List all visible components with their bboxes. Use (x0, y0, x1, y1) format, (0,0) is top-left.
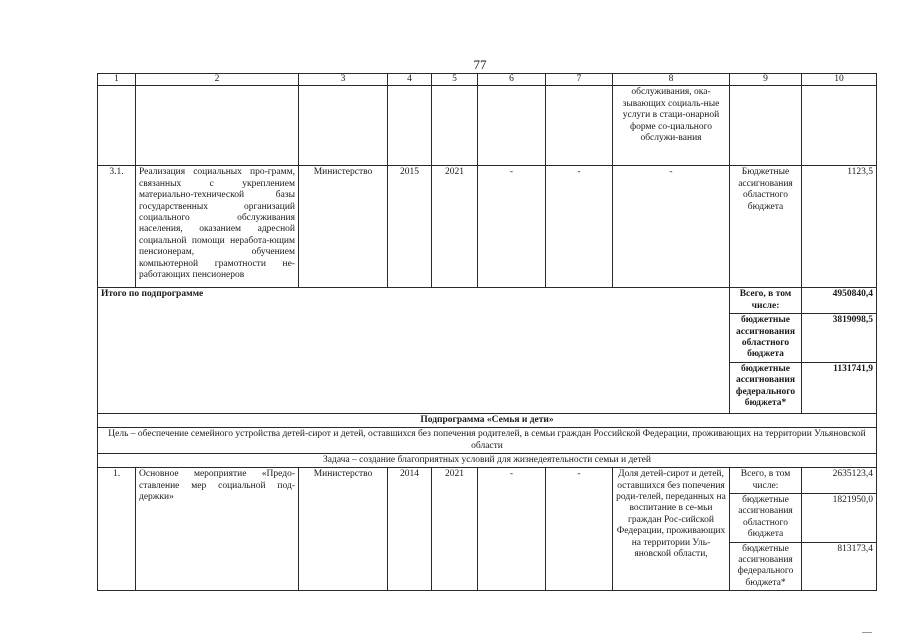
total-sub-label: бюджетные ассигнования федерального бюджета* (730, 362, 802, 413)
start-year: 2014 (388, 468, 432, 591)
header-cell: 1 (98, 74, 136, 86)
header-cell: 5 (432, 74, 478, 86)
fund-label: бюджетные ассигнования областного бюджета (730, 494, 802, 543)
subprogram-row (98, 413, 877, 427)
total-label: Итого по подпрограмме (98, 288, 730, 413)
funding-amount: 1123,5 (802, 166, 877, 288)
activity-description: Реализация социальных про-грамм, связанных с укреплением материально-технической базы государственных организаций социального обслуживания населения, оказанием адресной социальной помощи неработа-ющим пенсионерам, обучением компьютерной грамотности не-работающих пенсионеров (136, 166, 299, 288)
cell-dash: - (478, 166, 546, 288)
executor: Министерство (299, 468, 388, 591)
total-value: 3819098,5 (802, 314, 877, 363)
indicator-cell: обслуживания, ока-зывающих социаль-ные услуги в стаци-онарной форме со-циального обслужи-вания (613, 86, 730, 166)
header-cell: 2 (136, 74, 299, 86)
subprogram-title: Подпрограмма «Семья и дети» (98, 413, 877, 427)
activity-description: Основное мероприятие «Предо-ставление мер социальной под-держки» (136, 468, 299, 591)
start-year: 2015 (388, 166, 432, 288)
fund-label: Всего, в том числе: (730, 468, 802, 494)
end-year: 2021 (432, 166, 478, 288)
header-cell: 7 (546, 74, 613, 86)
header-row (98, 74, 877, 86)
header-cell: 3 (299, 74, 388, 86)
fund-value: 2635123,4 (802, 468, 877, 494)
total-row (98, 288, 877, 314)
end-year: 2021 (432, 468, 478, 591)
executor: Министерство (299, 166, 388, 288)
header-cell: 8 (613, 74, 730, 86)
program-table (97, 73, 877, 591)
table-row (98, 86, 877, 166)
total-sub-label: Всего, в том числе: (730, 288, 802, 314)
fund-value: 1821950,0 (802, 494, 877, 543)
row-number: 3.1. (98, 166, 136, 288)
cell-dash: - (546, 468, 613, 591)
table-row (98, 166, 877, 288)
header-cell: 4 (388, 74, 432, 86)
page-number: 77 (473, 57, 487, 72)
cell-dash: - (478, 468, 546, 591)
subprogram-task: Задача – создание благоприятных условий для жизнедеятельности семьи и детей (98, 453, 877, 467)
table-row (98, 468, 877, 494)
goal-row (98, 428, 877, 454)
scan-mark (862, 632, 872, 633)
cell-dash: - (613, 166, 730, 288)
cell-dash: - (546, 166, 613, 288)
fund-value: 813173,4 (802, 542, 877, 591)
funding-source: Бюджетные ассигнования областного бюджета (730, 166, 802, 288)
indicator-cell: Доля детей-сирот и детей, оставшихся без попечения роди-телей, переданных на воспитание в се-мьи граждан Рос-сийской Федерации, проживающих на территории Уль-яновской области, (613, 468, 730, 591)
total-value: 4950840,4 (802, 288, 877, 314)
header-cell: 9 (730, 74, 802, 86)
fund-label: бюджетные ассигнования федерального бюджета* (730, 542, 802, 591)
row-number: 1. (98, 468, 136, 591)
total-sub-label: бюджетные ассигнования областного бюджета (730, 314, 802, 363)
total-value: 1131741,9 (802, 362, 877, 413)
header-cell: 6 (478, 74, 546, 86)
header-cell: 10 (802, 74, 877, 86)
task-row (98, 453, 877, 467)
subprogram-goal: Цель – обеспечение семейного устройства детей-сирот и детей, оставшихся без попечения родителей, в семьи граждан Российской Федерации, проживающих на территории Ульяновской области (98, 428, 877, 454)
